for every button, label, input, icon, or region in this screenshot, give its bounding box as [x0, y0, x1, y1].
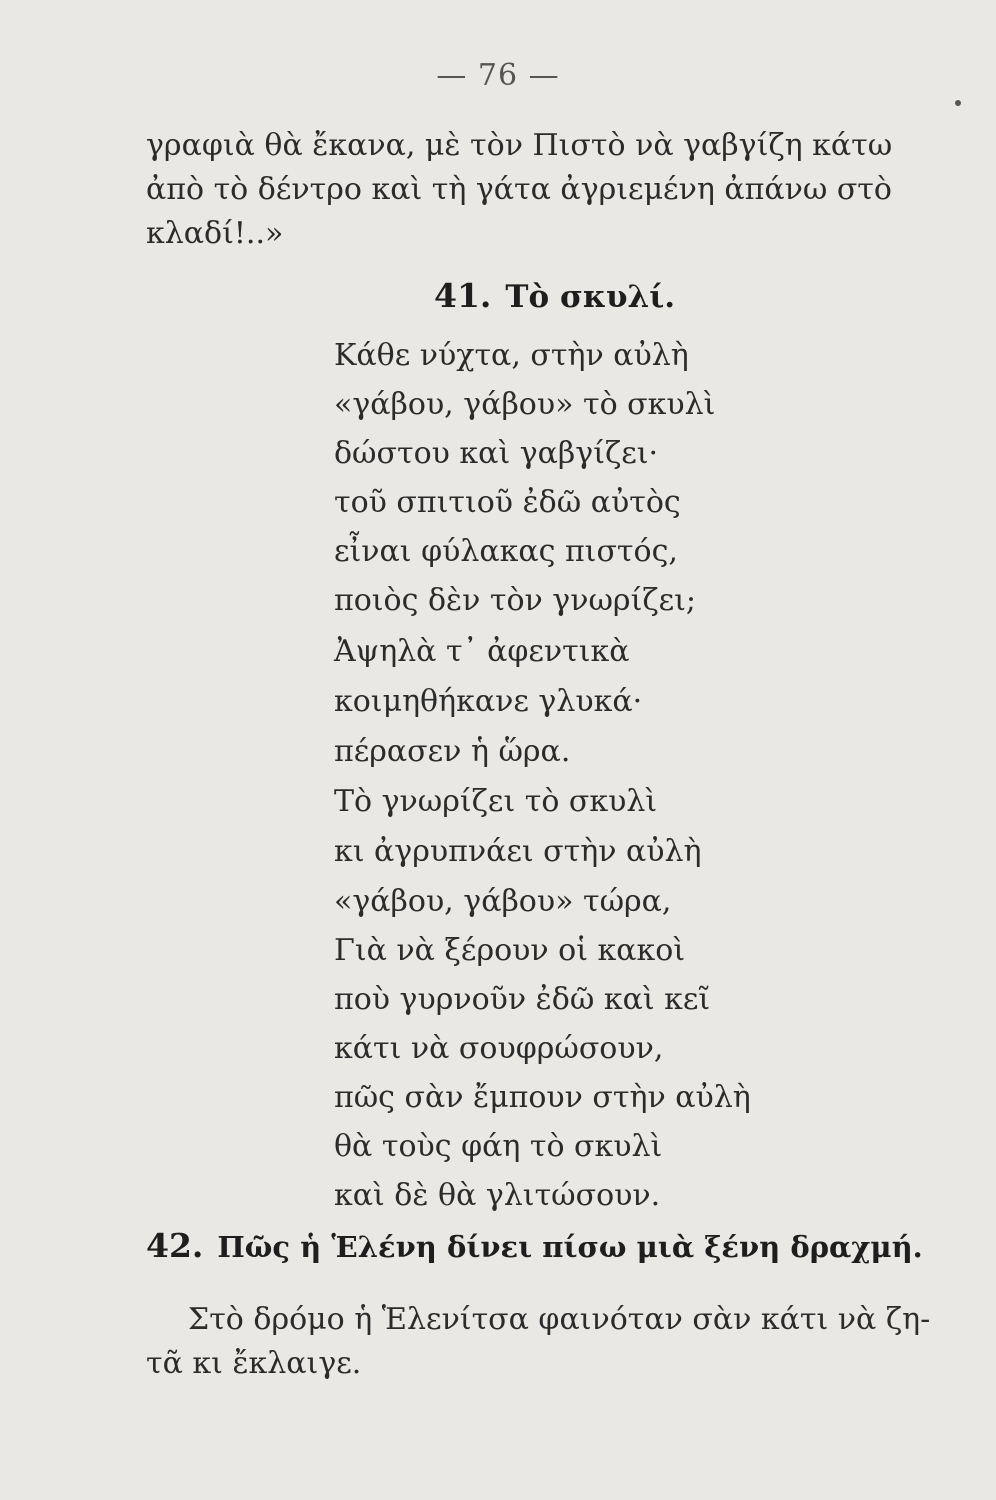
verse-line: κοιμηθήκανε γλυκά·	[334, 684, 643, 719]
verse-line: Κάθε νύχτα, στὴν αὐλὴ	[334, 338, 689, 373]
poem-stanza-1	[334, 331, 715, 625]
verse-line: «γάβου, γάβου» τὸ σκυλὶ	[334, 387, 716, 422]
verse-line: ποὺ γυρνοῦν ἐδῶ καὶ κεῖ	[334, 982, 711, 1017]
page-number: — 76 —	[436, 58, 560, 93]
verse-line: Γιὰ νὰ ξέρουν οἱ κακοὶ	[334, 933, 686, 968]
verse-line: Τὸ γνωρίζει τὸ σκυλὶ	[334, 784, 658, 819]
verse-line: Ἀψηλὰ τ᾽ ἀφεντικὰ	[334, 634, 630, 669]
poem-stanza-3	[334, 926, 751, 1220]
section-41-heading	[434, 276, 675, 315]
verse-line: κι ἀγρυπνάει στὴν αὐλὴ	[334, 834, 702, 869]
verse-line: ποιὸς δὲν τὸν γνωρίζει;	[334, 583, 697, 618]
text-line: Στὸ δρόμο ἡ Ἑλενίτσα φαινόταν σὰν κάτι νὰ ζη-	[188, 1302, 931, 1337]
section-42-heading	[146, 1226, 923, 1265]
section-number: 42.	[146, 1226, 204, 1265]
verse-line: καὶ δὲ θὰ γλιτώσουν.	[334, 1178, 661, 1213]
text-line: τᾶ κι ἔκλαιγε.	[146, 1346, 362, 1381]
paper-speck	[955, 100, 961, 106]
verse-line: δώστου καὶ γαβγίζει·	[334, 436, 659, 471]
verse-line: θὰ τοὺς φάη τὸ σκυλὶ	[334, 1129, 663, 1164]
text-line: κλαδί!..»	[146, 216, 284, 251]
poem-stanza-2	[334, 627, 701, 927]
verse-line: πέρασεν ἡ ὥρα.	[334, 734, 571, 769]
section-title: Πῶς ἡ Ἑλένη δίνει πίσω μιὰ ξένη δραχμή.	[217, 1230, 923, 1264]
verse-line: τοῦ σπιτιοῦ ἐδῶ αὐτὸς	[334, 485, 681, 520]
verse-line: εἶναι φύλακας πιστός,	[334, 534, 678, 569]
text-line: γραφιὰ θὰ ἔκανα, μὲ τὸν Πιστὸ νὰ γαβγίζη κάτω	[146, 128, 893, 163]
verse-line: «γάβου, γάβου» τώρα,	[334, 884, 672, 919]
section-number: 41.	[434, 276, 492, 315]
text-line: ἀπὸ τὸ δέντρο καὶ τὴ γάτα ἀγριεμένη ἀπάνω στὸ	[146, 172, 892, 207]
verse-line: πῶς σὰν ἔμπουν στὴν αὐλὴ	[334, 1080, 751, 1115]
section-title: Τὸ σκυλί.	[505, 279, 676, 315]
opening-paragraph	[146, 124, 936, 256]
section-42-paragraph	[146, 1298, 936, 1386]
verse-line: κάτι νὰ σουφρώσουν,	[334, 1031, 664, 1066]
